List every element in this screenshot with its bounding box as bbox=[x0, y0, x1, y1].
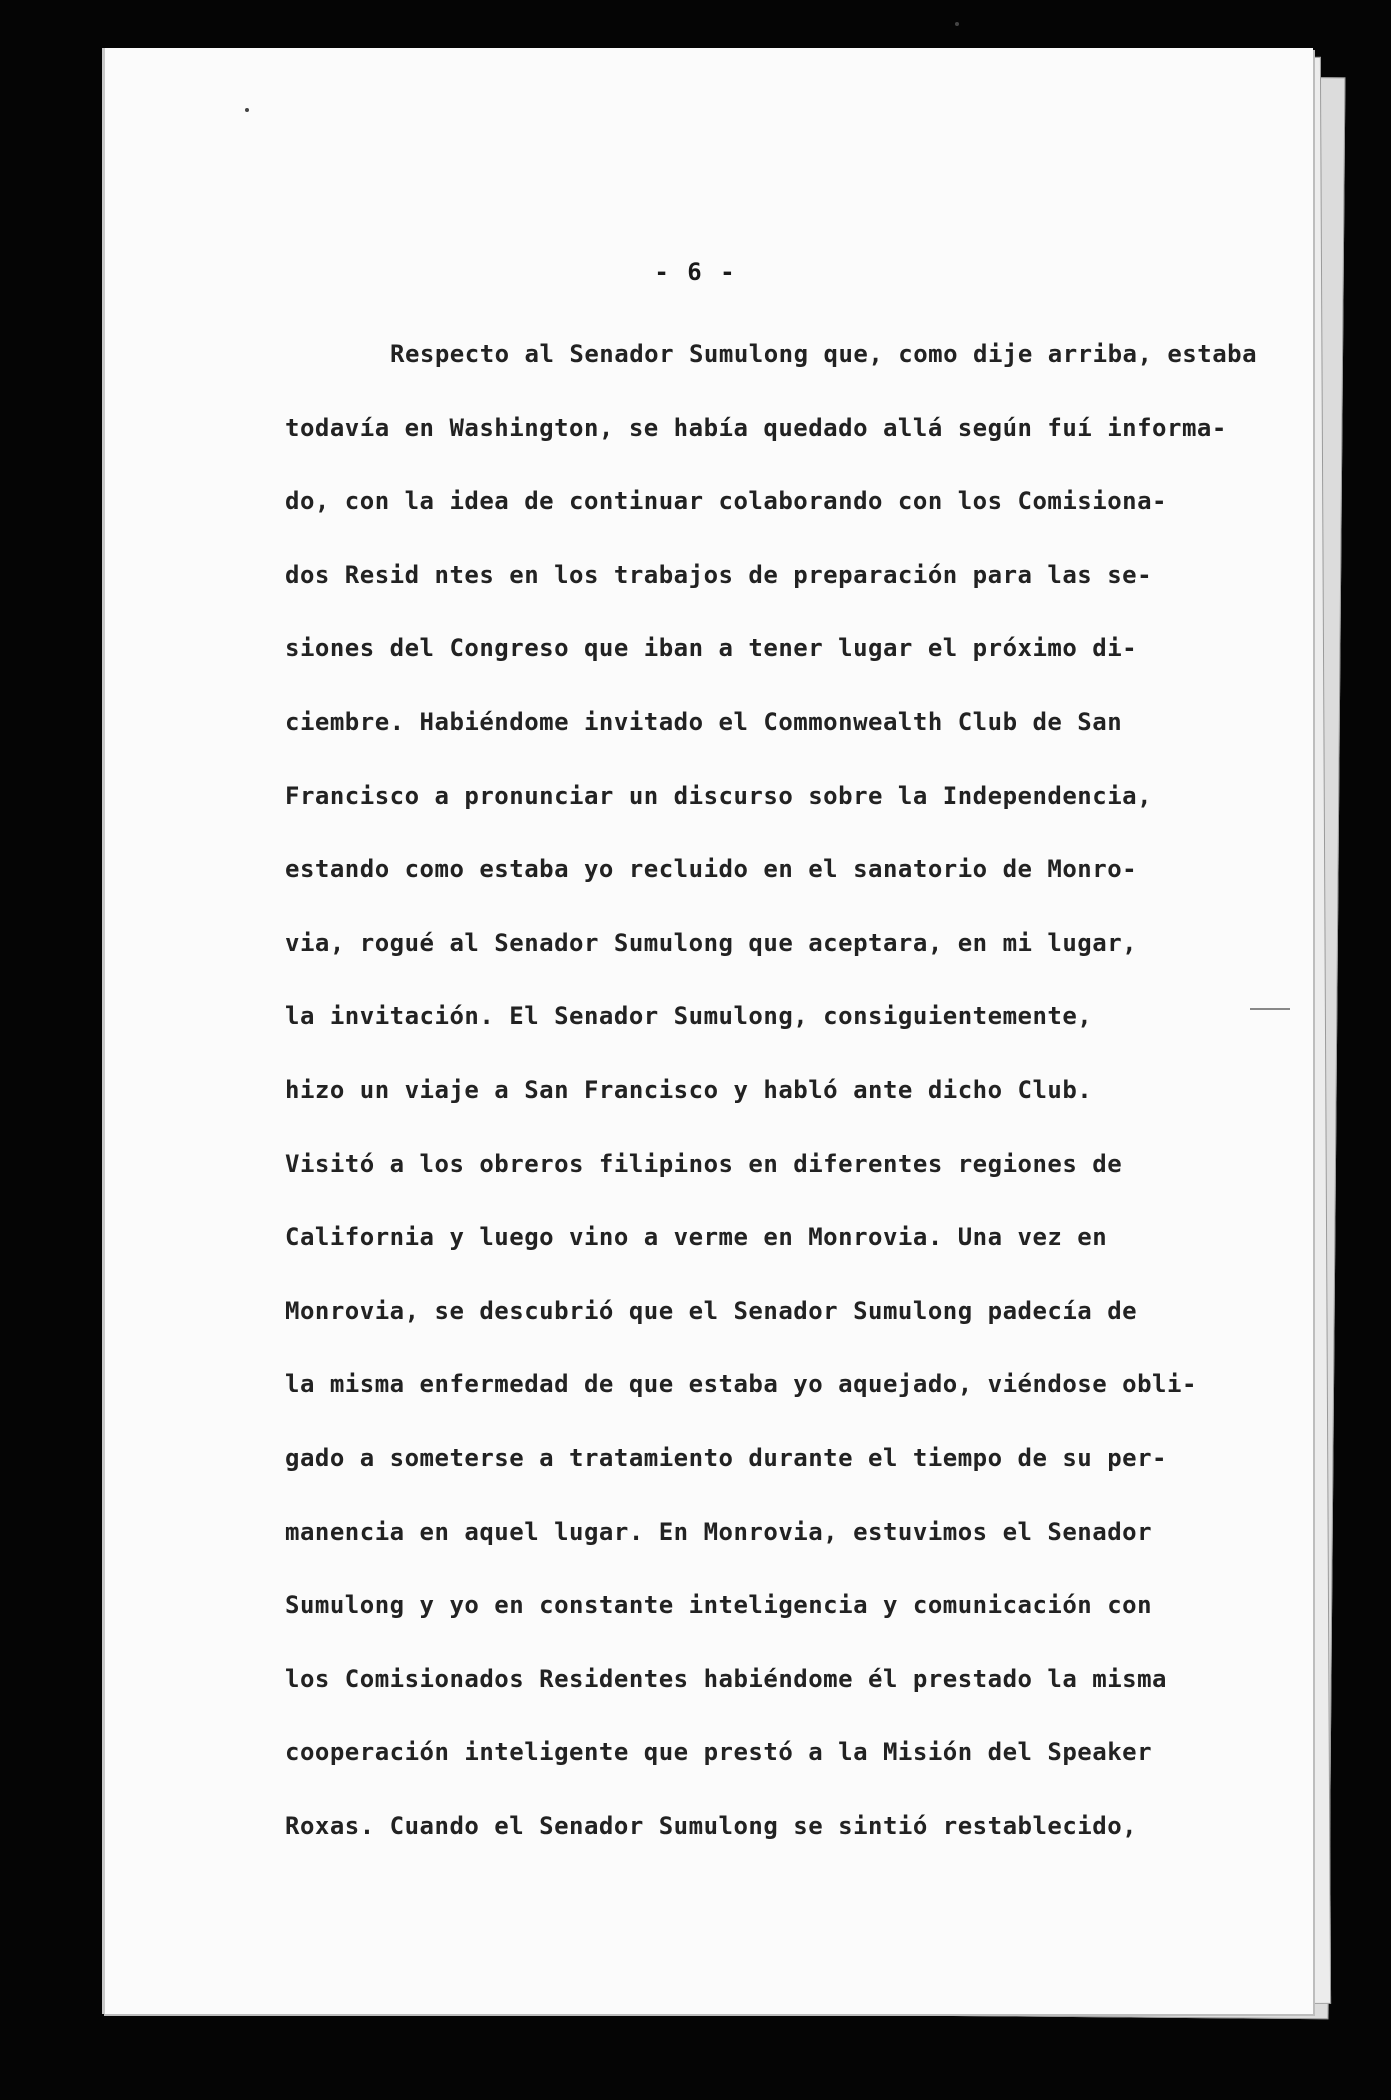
text-line: estando como estaba yo recluido en el sanatorio de Monro- bbox=[285, 855, 1138, 884]
text-line: Francisco a pronunciar un discurso sobre la Independencia, bbox=[285, 781, 1153, 810]
text-line: ciembre. Habiéndome invitado el Commonwealth Club de San bbox=[285, 707, 1123, 736]
text-line: Sumulong y yo en constante inteligencia y comunicación con bbox=[285, 1591, 1153, 1620]
text-line: hizo un viaje a San Francisco y habló ante dicho Club. bbox=[285, 1075, 1093, 1104]
text-line: Visitó a los obreros filipinos en diferentes regiones de bbox=[285, 1149, 1123, 1178]
page-number: - 6 - bbox=[654, 258, 737, 286]
margin-mark bbox=[1250, 1008, 1290, 1010]
text-line: cooperación inteligente que prestó a la Misión del Speaker bbox=[285, 1738, 1153, 1767]
text-line: California y luego vino a verme en Monrovia. Una vez en bbox=[285, 1223, 1108, 1252]
text-line: Respecto al Senador Sumulong que, como dije arriba, estaba bbox=[390, 340, 1258, 368]
text-line: manencia en aquel lugar. En Monrovia, estuvimos el Senador bbox=[285, 1517, 1153, 1546]
typed-text-body bbox=[285, 318, 1258, 1863]
text-line: do, con la idea de continuar colaborando con los Comisiona- bbox=[285, 487, 1168, 516]
text-line: gado a someterse a tratamiento durante el tiempo de su per- bbox=[285, 1443, 1168, 1472]
text-line: Monrovia, se descubrió que el Senador Sumulong padecía de bbox=[285, 1296, 1138, 1325]
text-line: la misma enfermedad de que estaba yo aquejado, viéndose obli- bbox=[285, 1370, 1197, 1399]
text-line: dos Resid ntes en los trabajos de preparación para las se- bbox=[285, 560, 1153, 589]
text-line: los Comisionados Residentes habiéndome él prestado la misma bbox=[285, 1664, 1168, 1693]
text-line: via, rogué al Senador Sumulong que aceptara, en mi lugar, bbox=[285, 928, 1138, 957]
text-line: siones del Congreso que iban a tener lugar el próximo di- bbox=[285, 634, 1138, 663]
text-line: todavía en Washington, se había quedado allá según fuí informa- bbox=[285, 413, 1227, 442]
ink-speck bbox=[245, 108, 249, 112]
text-line: la invitación. El Senador Sumulong, consiguientemente, bbox=[285, 1002, 1093, 1031]
text-line: Roxas. Cuando el Senador Sumulong se sintió restablecido, bbox=[285, 1811, 1138, 1840]
ink-speck bbox=[955, 22, 959, 26]
